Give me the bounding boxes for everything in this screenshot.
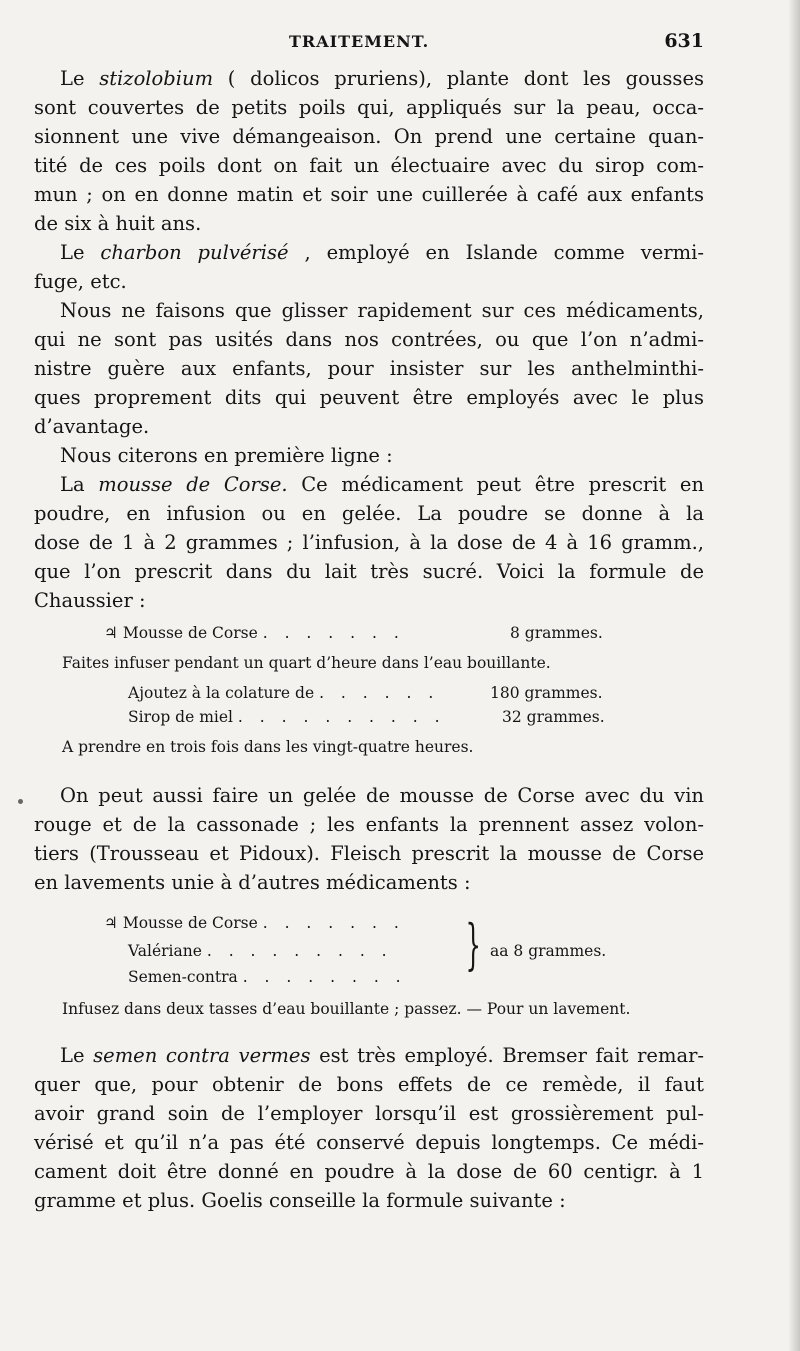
text-line: dose de 1 à 2 grammes ; l’infusion, à la dose de 4 à 16 gramm., [34, 531, 704, 554]
amount: aa 8 grammes. [490, 942, 607, 960]
brace: } [465, 913, 481, 976]
instruction: Infusez dans deux tasses d’eau bouillante ; passez. — Pour un lavement. [62, 1000, 631, 1018]
italic-term: semen contra vermes [93, 1044, 311, 1067]
instruction: A prendre en trois fois dans les vingt-quatre heures. [62, 738, 474, 756]
formula-row [128, 684, 439, 702]
text-line: Le semen contra vermes est très employé. Bremser fait remar- [60, 1044, 704, 1067]
text-line: fuge, etc. [34, 270, 127, 293]
leader-dots: . . . . . . . . . . [237, 708, 446, 726]
text-line: sont couvertes de petits poils qui, appliqués sur la peau, occa- [34, 96, 704, 119]
ingredient: Ajoutez à la colature de [128, 684, 315, 702]
text-line: vérisé et qu’il n’a pas été conservé depuis longtemps. Ce médi- [34, 1131, 704, 1154]
italic-term: mousse de Corse. [98, 473, 288, 496]
paragraph-gelee [34, 781, 704, 897]
text-line: en lavements unie à d’autres médicaments : [34, 871, 471, 894]
text-line: Nous ne faisons que glisser rapidement sur ces médicaments, [60, 299, 704, 322]
text-line: qui ne sont pas usités dans nos contrées, ou que l’on n’admi- [34, 328, 704, 351]
paragraph-mousse-de-corse [34, 470, 704, 615]
running-title: TRAITEMENT. [289, 32, 430, 51]
text-line: La mousse de Corse. Ce médicament peut être prescrit en [60, 473, 705, 496]
leader-dots: . . . . . . . [262, 624, 405, 642]
text-line: quer que, pour obtenir de bons effets de ce remède, il faut [34, 1073, 704, 1096]
text-line: avoir grand soin de l’employer lorsqu’il est grossièrement pul- [34, 1102, 704, 1125]
amount: 8 grammes. [510, 624, 603, 642]
text-line: tiers (Trousseau et Pidoux). Fleisch prescrit la mousse de Corse [34, 842, 704, 865]
paragraph-premiere-ligne [34, 441, 704, 470]
instruction: Faites infuser pendant un quart d’heure dans l’eau bouillante. [62, 654, 551, 672]
text-line: rouge et de la cassonade ; les enfants la prennent assez volon- [34, 813, 704, 836]
leader-dots: . . . . . . . . . [206, 942, 393, 960]
text-line: On peut aussi faire un gelée de mousse de Corse avec du vin [60, 784, 704, 807]
formula-row [104, 914, 405, 932]
ingredient: ♃ Mousse de Corse [104, 624, 258, 642]
page-header [34, 30, 704, 56]
text-line: de six à huit ans. [34, 212, 202, 235]
italic-term: charbon pulvérisé [100, 241, 289, 264]
ingredient: ♃ Mousse de Corse [104, 914, 258, 932]
text-line: ques proprement dits qui peuvent être employés avec le plus [34, 386, 704, 409]
paragraph-medicaments [34, 296, 704, 441]
formula-row [104, 624, 405, 642]
text-line: Le stizolobium ( dolicos pruriens), plante dont les gousses [60, 67, 704, 90]
ingredient: Sirop de miel [128, 708, 233, 726]
paragraph-stizolobium [34, 64, 704, 238]
text-line: que l’on prescrit dans du lait très sucré. Voici la formule de [34, 560, 704, 583]
leader-dots: . . . . . . . . [242, 968, 407, 986]
amount: 32 grammes. [502, 708, 605, 726]
ingredient: Valériane [128, 942, 202, 960]
paragraph-charbon [34, 238, 704, 296]
text-line: poudre, en infusion ou en gelée. La poudre se donne à la [34, 502, 704, 525]
text-line: tité de ces poils dont on fait un électuaire avec du sirop com- [34, 154, 704, 177]
text-line: cament doit être donné en poudre à la dose de 60 centigr. à 1 [34, 1160, 704, 1183]
paragraph-semen-contra [34, 1041, 704, 1215]
text-line: Chaussier : [34, 589, 146, 612]
italic-term: stizolobium [99, 67, 214, 90]
formula-row [128, 942, 393, 960]
amount: 180 grammes. [490, 684, 603, 702]
text-line: Le charbon pulvérisé , employé en Islande comme vermi- [60, 241, 704, 264]
text-line: sionnent une vive démangeaison. On prend une certaine quan- [34, 125, 704, 148]
ingredient: Semen-contra [128, 968, 238, 986]
margin-dot [18, 799, 23, 804]
formula-row [128, 968, 407, 986]
text-line: Nous citerons en première ligne : [60, 444, 393, 467]
text-line: d’avantage. [34, 415, 150, 438]
text-line: gramme et plus. Goelis conseille la formule suivante : [34, 1189, 566, 1212]
text-line: nistre guère aux enfants, pour insister sur les anthelminthi- [34, 357, 704, 380]
book-page [34, 0, 714, 1351]
page-number: 631 [664, 30, 704, 52]
leader-dots: . . . . . . [319, 684, 440, 702]
formula-row [128, 708, 446, 726]
text-line: mun ; on en donne matin et soir une cuillerée à café aux enfants [34, 183, 704, 206]
leader-dots: . . . . . . . [262, 914, 405, 932]
page-edge-shadow [788, 0, 800, 1351]
